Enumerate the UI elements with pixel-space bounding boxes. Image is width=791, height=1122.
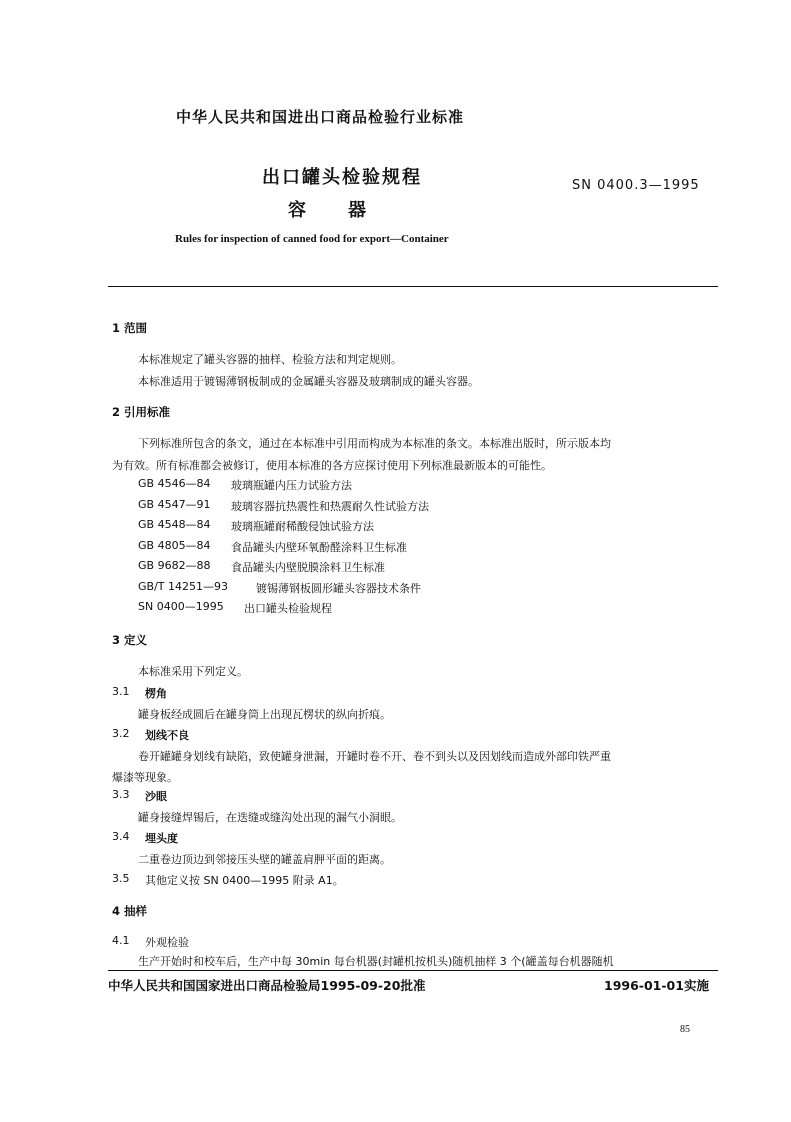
definition-number: 3.2 <box>112 727 130 740</box>
reference-code: GB 4546—84 <box>138 477 211 490</box>
definition-term: 楞角 <box>145 687 167 700</box>
reference-code: GB 4548—84 <box>138 518 211 531</box>
definition-text: 爆漆等现象。 <box>112 771 178 784</box>
section-1-paragraph: 本标准规定了罐头容器的抽样、检验方法和判定规则。 <box>138 353 402 366</box>
subsection-title: 外观检验 <box>145 936 189 949</box>
definition-text: 其他定义按 SN 0400—1995 附录 A1。 <box>145 874 344 887</box>
reference-title: 食品罐头内壁脱膜涂料卫生标准 <box>231 561 385 574</box>
definition-number: 3.1 <box>112 685 130 698</box>
reference-title: 玻璃容器抗热震性和热震耐久性试验方法 <box>231 500 429 513</box>
section-3-paragraph: 本标准采用下列定义。 <box>138 665 248 678</box>
reference-title: 玻璃瓶罐内压力试验方法 <box>231 479 352 492</box>
bottom-rule <box>108 970 718 971</box>
reference-code: GB 4547—91 <box>138 498 211 511</box>
definition-term: 沙眼 <box>145 790 167 803</box>
definition-text: 卷开罐罐身划线有缺陷，致使罐身泄漏，开罐时卷不开、卷不到头以及因划线而造成外部印铁严重 <box>138 750 611 763</box>
subsection-number: 4.1 <box>112 934 130 947</box>
reference-title: 食品罐头内壁环氧酚醛涂料卫生标准 <box>231 541 407 554</box>
page-number: 85 <box>680 1024 690 1035</box>
reference-title: 玻璃瓶罐耐稀酸侵蚀试验方法 <box>231 520 374 533</box>
top-rule <box>108 286 718 287</box>
english-title: Rules for inspection of canned food for export—Container <box>175 233 449 245</box>
section-3-heading: 3 定义 <box>112 633 148 647</box>
reference-code: GB 9682—88 <box>138 559 211 572</box>
reference-code: GB/T 14251—93 <box>138 580 228 593</box>
reference-code: SN 0400—1995 <box>138 600 224 613</box>
definition-number: 3.4 <box>112 830 130 843</box>
section-2-heading: 2 引用标准 <box>112 405 171 419</box>
section-4-heading: 4 抽样 <box>112 904 148 918</box>
section-4-paragraph: 生产开始时和校车后，生产中每 30min 每台机器(封罐机按机头)随机抽样 3 个(罐盖每台机器随机 <box>138 955 614 968</box>
definition-text: 二重卷边顶边到邻接压头壁的罐盖肩胛平面的距离。 <box>138 853 391 866</box>
reference-code: GB 4805—84 <box>138 539 211 552</box>
document-subtitle: 容器 <box>288 200 408 221</box>
definition-term: 埋头度 <box>145 832 178 845</box>
definition-number: 3.5 <box>112 872 130 885</box>
reference-title: 镀锡薄钢板圆形罐头容器技术条件 <box>256 582 421 595</box>
definition-number: 3.3 <box>112 788 130 801</box>
reference-title: 出口罐头检验规程 <box>244 602 332 615</box>
section-1-heading: 1 范围 <box>112 321 148 335</box>
issue-date: 中华人民共和国国家进出口商品检验局1995-09-20批准 <box>108 978 426 993</box>
document-title: 出口罐头检验规程 <box>262 167 422 188</box>
section-2-paragraph: 为有效。所有标准都会被修订，使用本标准的各方应探讨使用下列标准最新版本的可能性。 <box>112 459 552 472</box>
definition-text: 罐身接缝焊锡后，在迭缝或缝沟处出现的漏气小洞眼。 <box>138 811 402 824</box>
effective-date: 1996-01-01实施 <box>604 978 709 993</box>
definition-term: 划线不良 <box>145 729 189 742</box>
section-2-paragraph: 下列标准所包含的条文，通过在本标准中引用而构成为本标准的条文。本标准出版时，所示版本均 <box>138 437 611 450</box>
section-1-paragraph: 本标准适用于镀锡薄钢板制成的金属罐头容器及玻璃制成的罐头容器。 <box>138 375 479 388</box>
definition-text: 罐身板经成圆后在罐身筒上出现瓦楞状的纵向折痕。 <box>138 708 391 721</box>
issuer-title: 中华人民共和国进出口商品检验行业标准 <box>176 108 465 126</box>
standard-number: SN 0400.3—1995 <box>572 178 700 193</box>
